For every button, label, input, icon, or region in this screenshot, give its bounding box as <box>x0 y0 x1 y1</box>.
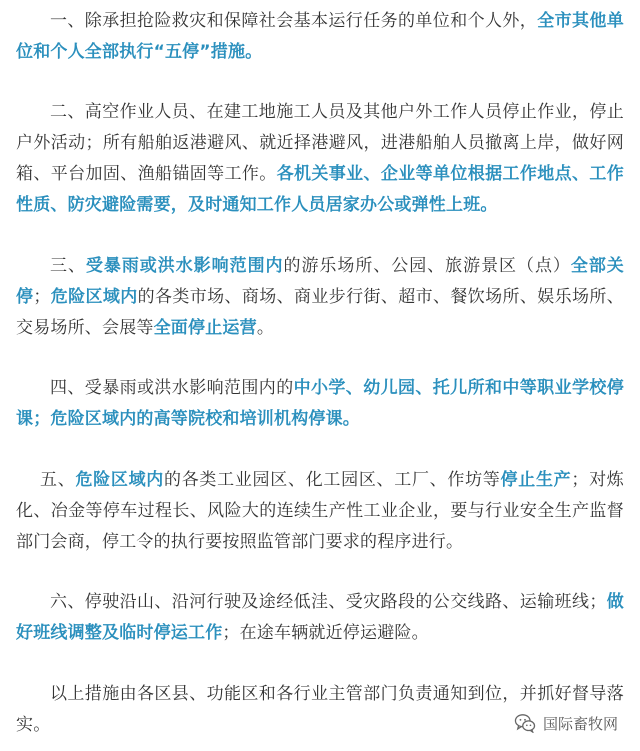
paragraph-text: 的各类市场、商场、商业步行街、超市、餐饮场所、娱乐场所、交易场所、会展等 <box>16 287 625 338</box>
paragraph-text: 二、高空作业人员、在建工地施工人员及其他户外工作人员停止作业，停止户外活动；所有船舶返港避风、就近择港避风，进港船舶人员撤离上岸，做好网箱、平台加固、渔船锚固等工作。 <box>16 102 624 184</box>
measure-paragraph-5 <box>16 465 624 558</box>
watermark <box>514 712 618 734</box>
highlighted-text: 受暴雨或洪水影响范围内 <box>85 256 284 276</box>
paragraph-text: 四、受暴雨或洪水影响范围内的 <box>50 378 294 398</box>
highlighted-text: 做好班线调整及临时停运工作 <box>16 592 624 643</box>
measure-paragraph-3 <box>16 251 624 344</box>
highlighted-text: 全部关停 <box>16 256 624 307</box>
paragraph-text: ；在途车辆就近停运避险。 <box>222 623 429 643</box>
paragraph-text: 五、 <box>40 470 76 490</box>
paragraph-text: 的游乐场所、公园、旅游景区（点） <box>283 256 571 276</box>
paragraph-text: ；对炼化、冶金等停车过程长、风险大的连续生产性工业企业，要与行业安全生产监督部门会商，停工令的执行要按照监管部门要求的程序进行。 <box>16 470 624 552</box>
paragraph-text: 六、停驶沿山、沿河行驶及途经低洼、受灾路段的公交线路、运输班线； <box>50 592 607 612</box>
watermark-text: 国际畜牧网 <box>542 714 618 733</box>
measure-paragraph-1 <box>16 6 624 68</box>
highlighted-text: 全市其他单位和个人全部执行“五停”措施。 <box>16 11 625 62</box>
highlighted-text: 停止生产 <box>500 470 572 490</box>
wechat-icon <box>514 713 536 733</box>
measure-paragraph-4 <box>16 373 624 435</box>
measure-paragraph-6 <box>16 587 624 649</box>
paragraph-text: 三、 <box>50 256 86 276</box>
highlighted-text: 危险区域内 <box>75 470 164 490</box>
highlighted-text: 危险区域内 <box>50 287 138 307</box>
measure-paragraph-2 <box>16 97 624 221</box>
paragraph-text: ； <box>33 287 51 307</box>
paragraph-text: 。 <box>256 318 275 338</box>
highlighted-text: 中小学、幼儿园、托儿所和中等职业学校停课；危险区域内的高等院校和培训机构停课。 <box>16 378 624 429</box>
highlighted-text: 各机关事业、企业等单位根据工作地点、工作性质、防灾避险需要，及时通知工作人员居家办公或弹性上班。 <box>16 164 625 215</box>
paragraph-text: 一、除承担抢险救灾和保障社会基本运行任务的单位和个人外， <box>50 11 538 31</box>
highlighted-text: 全面停止运营 <box>153 318 257 338</box>
paragraph-text: 的各类工业园区、化工园区、工厂、作坊等 <box>164 470 501 490</box>
paragraph-text: 以上措施由各区县、功能区和各行业主管部门负责通知到位，并抓好督导落实。 <box>16 684 624 735</box>
